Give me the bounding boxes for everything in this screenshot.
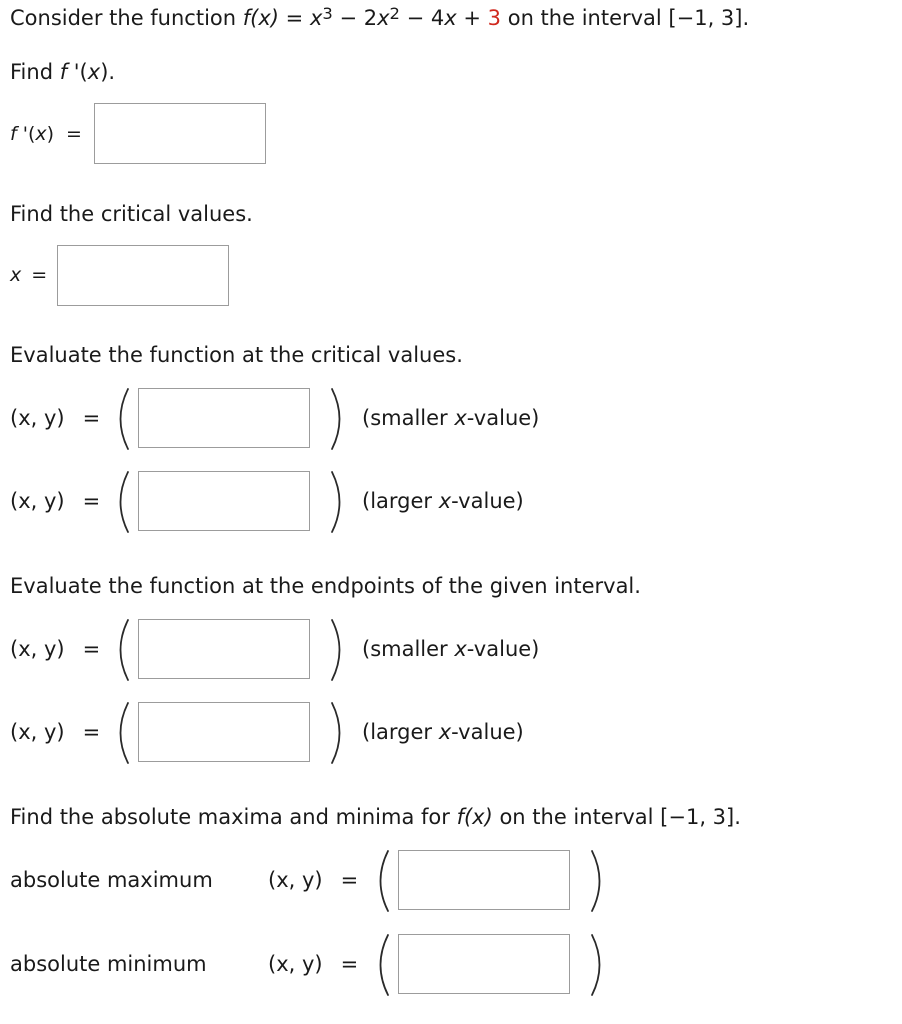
critical-point-1-input[interactable]: [138, 388, 310, 448]
exponent-3: 3: [322, 4, 333, 24]
absolute-minimum-input[interactable]: [398, 934, 570, 994]
close-paren-icon: [328, 470, 348, 534]
absolute-minimum-label: absolute minimum: [10, 952, 207, 976]
open-paren-icon: [112, 387, 132, 451]
open-paren-icon: [372, 933, 392, 997]
interval-text: on the interval [−1, 3].: [501, 6, 750, 30]
critical-value-input[interactable]: [57, 245, 229, 306]
derivative-prompt: Find f '(x).: [10, 60, 116, 84]
exponent-2: 2: [389, 4, 400, 24]
endpoint-2-hint: (larger x-value): [362, 720, 524, 744]
close-paren-icon: [328, 701, 348, 765]
endpoint-2-label: (x, y) =: [10, 720, 101, 744]
close-paren-icon: [588, 849, 608, 913]
endpoint-1-input[interactable]: [138, 619, 310, 679]
critical-values-prompt: Find the critical values.: [10, 202, 253, 226]
endpoint-1-label: (x, y) =: [10, 637, 101, 661]
absolute-minimum-pair-label: (x, y) =: [268, 952, 359, 976]
intro-prefix: Consider the function: [10, 6, 243, 30]
critical-point-2-hint: (larger x-value): [362, 489, 524, 513]
absolute-maximum-input[interactable]: [398, 850, 570, 910]
critical-point-1-hint: (smaller x-value): [362, 406, 540, 430]
endpoint-2-input[interactable]: [138, 702, 310, 762]
derivative-input[interactable]: [94, 103, 266, 164]
absolute-extrema-prompt: Find the absolute maxima and minima for f(x) on the interval [−1, 3].: [10, 805, 741, 829]
derivative-label: f '(x) =: [10, 123, 82, 145]
close-paren-icon: [588, 933, 608, 997]
close-paren-icon: [328, 618, 348, 682]
absolute-maximum-label: absolute maximum: [10, 868, 213, 892]
highlighted-constant: 3: [487, 6, 502, 30]
open-paren-icon: [112, 618, 132, 682]
critical-eval-prompt: Evaluate the function at the critical values.: [10, 343, 463, 367]
function-name: f(x): [242, 6, 279, 30]
open-paren-icon: [372, 849, 392, 913]
problem-statement: Consider the function $f(x) = x^3 - 2x^2 - 4x + 3$ on the interval [−1, 3].: [10, 4, 750, 30]
critical-point-1-label: (x, y) =: [10, 406, 101, 430]
open-paren-icon: [112, 470, 132, 534]
endpoint-1-hint: (smaller x-value): [362, 637, 540, 661]
endpoint-eval-prompt: Evaluate the function at the endpoints of the given interval.: [10, 574, 641, 598]
critical-value-label: x =: [10, 264, 48, 286]
close-paren-icon: [328, 387, 348, 451]
critical-point-2-input[interactable]: [138, 471, 310, 531]
open-paren-icon: [112, 701, 132, 765]
critical-point-2-label: (x, y) =: [10, 489, 101, 513]
absolute-maximum-pair-label: (x, y) =: [268, 868, 359, 892]
